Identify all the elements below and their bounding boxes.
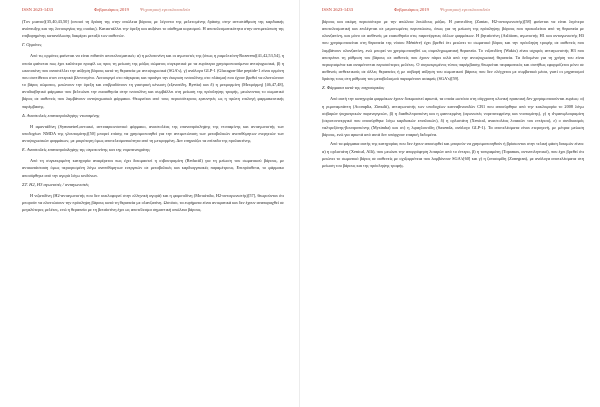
right-page [300, 0, 600, 407]
body-paragraph: Η νιζατιδίνη (H2-ανταγωνιστής που δεν κυκλοφορεί στην ελληνική αγορά) και η φαμοτιδίνη (Μοτιάτιδα, H2-ανταγωνιστής)[57], θεωρούνται ότι μπορούν να ελαττώσουν την πρόσληψη βάρους κατά τη θεραπεία με ολανζαπίνη. Ωστόσο, τα ευρήματα είναι αντιφατικά και δεν έχουν αναπαραχθεί σε μεγαλύτερες μελέτες, ενώ η θεραπεία με τη βεταϊστίνη έχει ως αποτέλεσμα σημαντική απώλεια βάρους. [22, 192, 284, 212]
body-paragraph: βάρους και ακόμη περισσότερο με την απώλεια λιπώδους μάζας. Η ρανιτιδίνη (Zantac, H2-ανταγωνιστής)[58] φαίνεται να είναι λιγότερο αποτελεσματική και επιλέγεται σε μεμονωμένες περιπτώσεις, όπως για τη μείωση της πρόσληψης βάρους που προκαλείται από τη θεραπεία με ολανζαπίνη, και μόνο σε ασθενείς με ευαισθησία στις παρενέργειες άλλων φαρμάκων. Η βηταϊστίνη (Aslitiom, αγωνιστής H1 και ανταγωνιστής H3 που χρησιμοποιείται στη θεραπεία της νόσου Ménière) έχει βρεθεί ότι μειώνει το σωματικό βάρος και την πρόσληψη τροφής σε ασθενείς που λαμβάνουν ολανζαπίνη, ενώ μπορεί να χρησιμοποιηθεί ως συμπληρωματική θεραπεία. Το νιζατιδίνη (Wakix) είναι ισχυρός ανταγωνιστής H3 που αποτρέπει τη ρύθμιση του βάρους σε ασθενείς που έχουν πάρει κιλά από την αντιψυχωσική θεραπεία. Τα δεδομένα για τη χρήση του είναι περιορισμένα και αναμένονται περισσότερες μελέτες. Ο συγκεκριμένος τύπος παρέμβασης θεωρείται πειραματικός και συνήθως εφαρμόζεται μόνο σε ασθενείς ανθεκτικούς σε άλλες θεραπείες ή με σοβαρή αύξηση του σωματικού βάρους που δεν ελέγχεται με συμβατικά μέσα, γιατί οι μηχανισμοί δράσης τους στη ρύθμιση του μεταβολισμού παραμένουν ασαφείς (SGA's)[59]. [322, 19, 584, 82]
running-header [22, 5, 284, 14]
header-journal: Ψυχιατρική εγκυκλοπαιδεία [440, 7, 490, 12]
header-date: Φεβρουάριος 2019 [394, 7, 429, 12]
section-heading: Γ. Ορμόνες [22, 42, 42, 48]
section-heading: Δ. Αναστολείς επαναπρόσληψης ντοπαμίνης [22, 112, 100, 118]
right-page-content [322, 18, 584, 402]
header-issn: ISSN 2623-1433 [22, 7, 54, 12]
body-paragraph: Από τη συγκεκριμένη κατηγορία αναφέρεται πως έχει δοκιμαστεί η σιβουτραμίνη (Reductil) για τη μείωση του σωματικού βάρους, με αντικατάσταση όμως περιορισμένη λόγω ανεπιθύμητων ενεργειών σε μεταβολικές και καρδιαγγειακές παραμέτρους. Επιπρόσθετα, το φάρμακο αποσύρθηκε από την αγορά λόγω κινδύνων. [22, 158, 284, 178]
body-paragraph: Από τις ορμόνες φαίνεται να είναι πιθανόν αποτελεσματικές: α) η μελατονίνη και οι αγωνιστές της (όπως η ραμελτεόνη-Rozerem)[41,42,53,54], η οποία φαίνεται πως έχει καλύτερο προφίλ ως προς τη μείωση της μάζας σώματος συγκριτικά με τα ευρύτερα χρησιμοποιούμενα αντιψυχωσικά, β) η ωκυτοκίνη που αναστέλλει την αύξηση βάρους κατά τη θεραπεία με αντιψυχωσικά (SGA's), γ) ανάλογα GLP-1 (Glucagon-like peptide-1 είναι ορμόνη που συντίθεται στον εντερικό βλεννογόνο. Λειτουργεί στο πάγκρεας και προάγει την έκκριση ινσουλίνης στο πλάσμα) που έχουν βρεθεί να ελαττώνουν το βάρος σώματος, μειώνουν την όρεξη και επιβραδύνουν τη γαστρική κένωση (εξενατίδη, Byetta) και δ) η μετφορμίνη (Μετφόρμη) [46,47,48], αντιδιαβητικό φάρμακο που βελτιώνει την ευαισθησία στην ινσουλίνη και συμβάλλει στη μείωση της πρόσληψης τροφής, μειώνοντας το σωματικό βάρος σε ασθενείς που λαμβάνουν αντιψυχωσικά φάρμακα. Θεωρείται από τους περισσότερους ερευνητές ως η πρώτη επιλογή φαρμακευτικής παρέμβασης. [22, 53, 284, 109]
running-header [322, 5, 584, 14]
header-date: Φεβρουάριος 2019 [94, 7, 129, 12]
body-paragraph: (Tον μιανσε)[35,40,43,50] (οποιοί τη δράση της στην απώλεια βάρους με λέγοντα της μελετομένης δράσης στην αντιστάθμιση της καρδιακής ανάπτυξης και της λειτουργίας της ουσίας). Καταστάλλει την όρεξη και αυξάνει το αίσθημα κορεσμού. Η αποτελεσματικότητα στην αντιμετώπιση της επιβαρημένης κατανάλωσης διαφέρει μεταξύ των ασθενών. [22, 19, 284, 39]
header-journal: Ψυχιατρική εγκυκλοπαιδεία [140, 7, 190, 12]
body-paragraph: Από αυτή την κατηγορία φαρμάκων έχουν δοκιμαστεί αρκετά, τα οποία ωστόσο στη σύγχρονη κλινική πρακτική δεν χρησιμοποιούνται ευρέως: α) η ριμοναμπάντη (Acomplia, Zimulti), ανταγωνιστής των υποδοχέων κανναβινοειδών CB1 που αποσύρθηκε από την κυκλοφορία το 2008 λόγω σοβαρών ψυχιατρικών παρενεργειών, β) η διαιθυλπροπιόνη και η φαιντερμίνη (αγωνιστές νορεπινεφρίνης και ντοπαμίνης), γ) η d-φαινφλουραμίνη (σεροτονινεργικό που αποσύρθηκε λόγω καρδιακών επιπλοκών), δ) η ορλιστάτη (Xenical, αναστολέας λιπασών του εντέρου), ε) ο συνδυασμός ναλτρεξόνης-βουπροπιόνης (Mysimba) και στ) η λιραγλουτίδη (Saxenda, ανάλογο GLP-1). Τα αποτελέσματα είναι ετερογενή, με μέτρια μείωση βάρους, ενώ για αρκετά από αυτά δεν υπάρχουν επαρκή δεδομένα. [322, 96, 584, 138]
body-paragraph: Από τα φάρμακα αυτής της κατηγορίας που δεν έχουν αποσυρθεί και μπορούν να χρησιμοποιηθούν ή βρίσκονται στην τελική φάση δοκιμών είναι: α) η ορλιστάτη (Xenical, Alli), που μειώνει την απορρόφηση λιπαρών από το έντερο, β) η τοπιραμάτη (Topamax, αντιεπιληπτικό), που έχει βρεθεί ότι μειώνει το σωματικό βάρος σε ασθενείς με σχιζοφρένεια που λαμβάνουν SGA's[60] και γ) η ζονισαμίδη (Zonegran), με ανάλογα αποτελέσματα στη μείωση του βάρους και της πρόσληψης τροφής. [322, 141, 584, 168]
body-paragraph: Η αμαντάδίνη (Symmetrel,αντιιικό, αντιπαρκινσονικό φάρμακο, αναστολέας της επαναπρόσληψης της ντοπαμίνης και ανταγωνιστής των υποδοχέων NMDA της γλουταμίνης)[50] μπορεί επίσης να χρησιμοποιηθεί για την αντιμετώπιση των μεταβολικών ανεπιθύμητων ενεργειών των αντιψυχωσικών φαρμάκων, με μικρότερη όμως αποτελεσματικότητα από τη μετφορμίνη. Δεν επηρεάζει τα επίπεδα της προλακτίνης. [22, 123, 284, 144]
left-page-content [22, 18, 284, 402]
section-heading: Ζ. Φάρμακα κατά της παχυσαρκίας [322, 85, 385, 91]
section-heading: Ε. Αναστολείς επαναπρόσληψης της σεροτονίνης και της νορεπινεφρίνης [22, 147, 151, 153]
section-heading: ΣΤ. Η2, Η3 αγωνιστές / ανταγωνιστές [22, 181, 89, 187]
header-issn: ISSN 2623-1433 [322, 7, 354, 12]
